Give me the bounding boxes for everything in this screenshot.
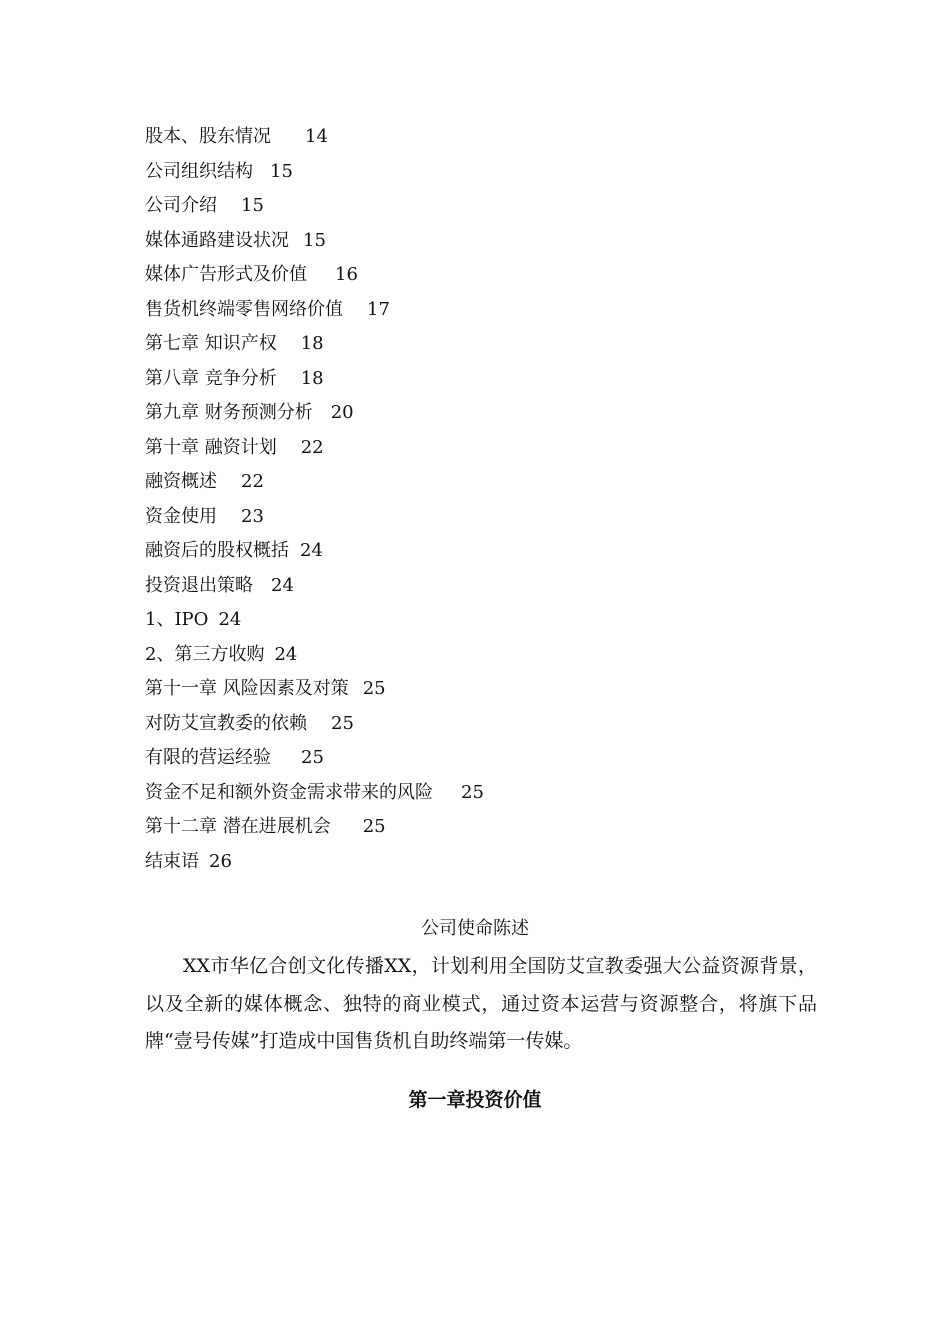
toc-entry-title: 资金使用 [145,505,217,527]
toc-entry-page: 14 [305,126,328,147]
toc-entry-title: 1、IPO [145,609,209,630]
toc-entry-title: 融资概述 [145,471,217,492]
toc-entry[interactable] [145,189,845,224]
mission-statement-title: 公司使命陈述 [421,918,529,939]
toc-entry[interactable] [145,707,845,742]
toc-entry-title: 第七章 知识产权 [145,333,277,354]
toc-entry-title: 投资退出策略 [145,574,253,596]
toc-entry-title: 第八章 竞争分析 [145,367,277,389]
toc-entry[interactable] [145,431,845,466]
toc-entry-page: 23 [241,505,264,527]
toc-entry-page: 25 [331,712,354,734]
toc-entry-page: 18 [300,333,324,354]
toc-entry[interactable] [145,810,845,845]
toc-entry[interactable] [145,845,845,880]
toc-entry[interactable] [145,672,845,707]
toc-entry-page: 18 [300,367,324,389]
toc-entry[interactable] [145,362,845,397]
toc-entry[interactable] [145,465,845,500]
toc-entry[interactable] [145,603,845,638]
toc-entry-title: 有限的营运经验 [145,747,271,768]
toc-entry-title: 公司组织结构 [145,160,253,182]
toc-entry-title: 第九章 财务预测分析 [145,402,313,423]
toc-entry-page: 15 [270,160,293,182]
toc-entry-title: 第十二章 潜在进展机会 [145,816,331,837]
toc-entry[interactable] [145,500,845,535]
toc-entry[interactable] [145,534,845,569]
toc-entry-title: 公司介绍 [145,195,217,216]
toc-entry[interactable] [145,327,845,362]
toc-entry-page: 25 [301,747,324,768]
toc-entry-page: 16 [335,264,358,285]
toc-entry-title: 融资后的股权概括 [145,540,289,561]
toc-entry-title: 资金不足和额外资金需求带来的风险 [145,781,433,803]
toc-entry[interactable] [145,258,845,293]
toc-entry-page: 25 [461,781,484,803]
toc-entry-page: 26 [209,850,232,872]
toc-entry-page: 24 [300,540,323,561]
toc-entry-title: 2、第三方收购 [145,643,265,665]
toc-entry-page: 15 [303,229,326,251]
mission-statement-body: XX市华亿合创文化传播XX，计划利用全国防艾宣教委强大公益资源背景，以及全新的媒体概念、独特的商业模式，通过资本运营与资源整合，将旗下品牌“壹号传媒”打造成中国售货机自助终端第一传媒。 [145,955,817,1052]
toc-entry-title: 媒体通路建设状况 [145,229,289,251]
toc-entry-page: 22 [300,436,324,458]
toc-entry[interactable] [145,396,845,431]
toc-entry[interactable] [145,776,845,811]
toc-entry[interactable] [145,638,845,673]
toc-entry[interactable] [145,293,845,328]
toc-entry-title: 对防艾宣教委的依赖 [145,712,307,734]
toc-entry-page: 22 [241,471,264,492]
toc-entry-page: 15 [241,195,264,216]
table-of-contents [145,120,845,879]
toc-entry-title: 第十一章 风险因素及对策 [145,678,349,699]
toc-entry-title: 第十章 融资计划 [145,436,277,458]
toc-entry-page: 25 [362,816,386,837]
toc-entry-page: 24 [271,574,294,596]
toc-entry-page: 20 [330,402,354,423]
toc-entry[interactable] [145,741,845,776]
chapter-heading: 第一章投资价值 [408,1089,542,1111]
toc-entry[interactable] [145,120,845,155]
toc-entry-page: 17 [367,298,390,320]
toc-entry-title: 售货机终端零售网络价值 [145,298,343,320]
toc-entry-page: 24 [274,643,298,665]
toc-entry-title: 股本、股东情况 [145,126,271,147]
toc-entry-page: 25 [362,678,386,699]
toc-entry[interactable] [145,155,845,190]
toc-entry-title: 媒体广告形式及价值 [145,264,307,285]
toc-entry-page: 24 [218,609,242,630]
toc-entry-title: 结束语 [145,850,199,872]
toc-entry[interactable] [145,224,845,259]
toc-entry[interactable] [145,569,845,604]
